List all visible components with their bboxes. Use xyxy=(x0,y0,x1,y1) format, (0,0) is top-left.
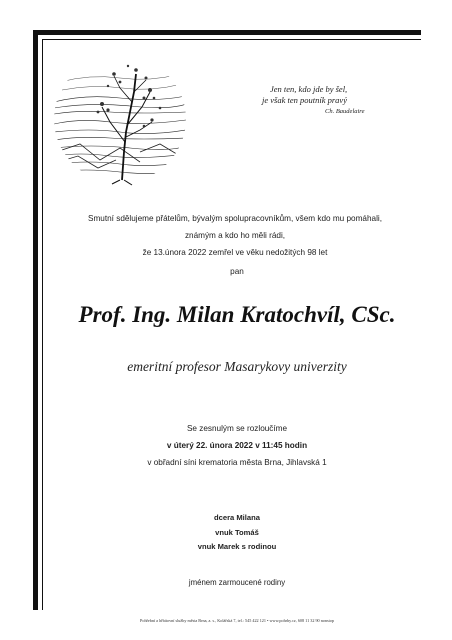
frame-top-inner-line xyxy=(42,39,421,40)
tree-sketch-image xyxy=(50,52,190,187)
quote-author: Ch. Baudelaire xyxy=(325,108,365,115)
announcement-line-1: Smutní sdělujeme přátelům, bývalým spolupracovníkům, všem kdo mu pomáhali, xyxy=(88,214,382,223)
ceremony-info xyxy=(0,420,452,471)
family-member: vnuk Tomáš xyxy=(215,527,259,537)
footer-funeral-service: Pohřební a hřbitovní služby města Brna, a. s., Kolářská 7, tel.: 545 422 121 • www.pohrby.cz, 608 11 32 90 nonstop xyxy=(140,618,334,623)
closing-line: jménem zarmoucené rodiny xyxy=(188,578,286,587)
announcement-text xyxy=(55,210,415,261)
salutation: pan xyxy=(230,267,244,276)
family-member: dcera Milana xyxy=(213,513,260,522)
epigraph-quote xyxy=(240,84,410,117)
deceased-title: emeritní profesor Masarykovy univerzity xyxy=(127,359,347,374)
ceremony-date-time: v úterý 22. února 2022 v 11:45 hodin xyxy=(166,441,308,450)
announcement-line-3: že 13.února 2022 zemřel ve věku nedožitých 98 let xyxy=(142,248,328,257)
quote-line-2: je však ten poutník pravý xyxy=(262,95,347,105)
deceased-name: Prof. Ing. Milan Kratochvíl, CSc. xyxy=(78,302,396,327)
ceremony-line-1: Se zesnulým se rozloučíme xyxy=(186,424,288,433)
quote-line-1: Jen ten, kdo jde by šel, xyxy=(270,84,348,94)
family-list xyxy=(0,511,452,555)
family-member: vnuk Marek s rodinou xyxy=(197,542,277,551)
announcement-line-2: známým a kdo ho měli rádi, xyxy=(184,231,286,240)
frame-top-border xyxy=(33,30,421,35)
ceremony-location: v obřadní síni krematoria města Brna, Jihlavská 1 xyxy=(147,458,327,467)
